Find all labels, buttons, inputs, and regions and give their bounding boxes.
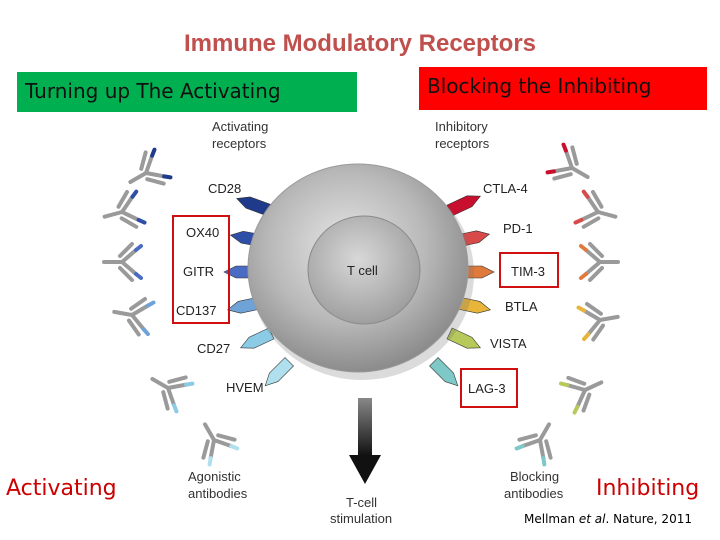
agonistic-antibody (143, 363, 193, 413)
blocking-antibody (578, 299, 621, 341)
receptor-label-cd27: CD27 (197, 341, 231, 356)
receptor-label-cd137: CD137 (176, 303, 217, 318)
receptor-label-tim-3: TIM-3 (511, 264, 545, 279)
receptor-label-lag-3: LAG-3 (468, 381, 506, 396)
inhibiting-corner-label: Inhibiting (596, 476, 700, 501)
receptor-label-gitr: GITR (183, 264, 215, 279)
agonistic-antibody (100, 190, 145, 234)
blocking-antibody (547, 143, 597, 193)
agonistic-antibody (111, 294, 154, 336)
receptor-label-ctla-4: CTLA-4 (483, 181, 528, 196)
receptor-label-ox40: OX40 (186, 225, 220, 240)
cell-label: T cell (347, 263, 378, 278)
inhibitory-header-line2: receptors (435, 136, 490, 151)
blocking-label-line1: Blocking (510, 469, 560, 484)
citation-author: Mellman (524, 512, 576, 526)
activating-header-line2: receptors (212, 136, 267, 151)
blocking-label-line2: antibodies (504, 486, 564, 501)
activating-banner: Turning up The Activating (17, 72, 357, 112)
blocking-antibody (560, 366, 609, 414)
stimulation-label-line1: T-cell (346, 495, 378, 510)
receptor-label-cd28: CD28 (208, 181, 242, 196)
citation (524, 512, 692, 526)
stimulation-arrow-head (349, 455, 381, 484)
page-title: Immune Modulatory Receptors (183, 30, 537, 57)
blocking-antibody (515, 415, 565, 465)
agonistic-antibody (121, 148, 171, 198)
agonistic-antibody (189, 415, 239, 465)
blocking-antibody (581, 244, 618, 280)
receptor-label-vista: VISTA (490, 336, 527, 351)
citation-etal: et al (578, 512, 606, 526)
receptor-label-hvem: HVEM (226, 380, 264, 395)
receptor-label-pd-1: PD-1 (503, 221, 533, 236)
citation-rest: . Nature, 2011 (605, 512, 692, 526)
agonistic-antibody (104, 244, 141, 280)
receptor-hvem (261, 358, 294, 391)
stimulation-arrow-shaft (358, 398, 372, 456)
receptor-lag-3 (430, 358, 463, 391)
agonistic-label-line1: Agonistic (188, 469, 241, 484)
inhibiting-banner: Blocking the Inhibiting (419, 67, 707, 110)
blocking-antibody (575, 190, 620, 234)
activating-header-line1: Activating (212, 119, 269, 134)
inhibitory-header-line1: Inhibitory (435, 119, 488, 134)
receptor-label-btla: BTLA (505, 299, 538, 314)
agonistic-label-line2: antibodies (188, 486, 248, 501)
stimulation-label-line2: stimulation (330, 511, 393, 526)
activating-corner-label: Activating (6, 476, 117, 501)
